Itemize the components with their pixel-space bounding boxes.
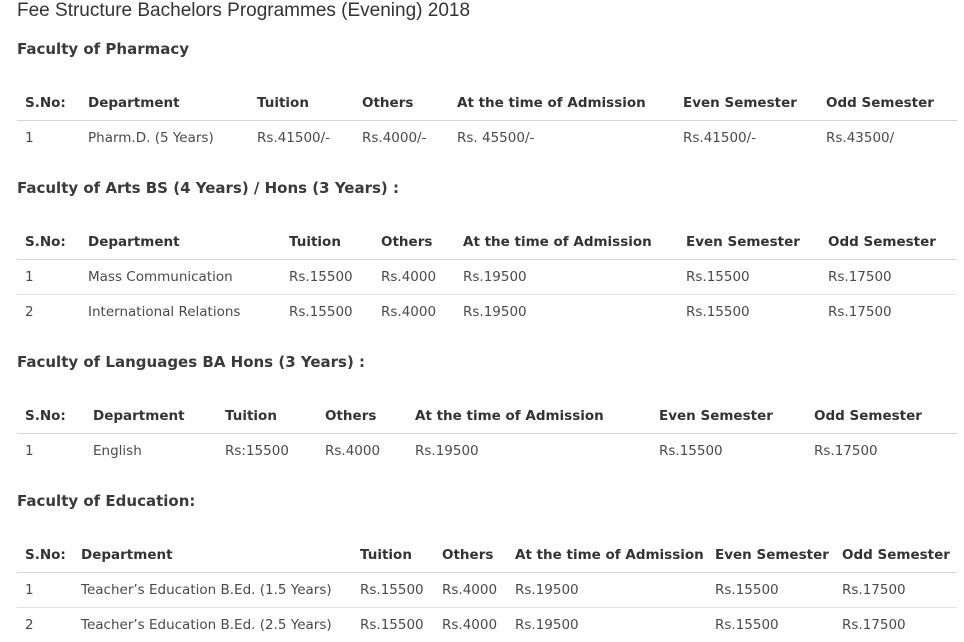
fee-structure-page (17, 0, 957, 24)
cell-tuition: Rs:15500 (217, 434, 317, 469)
table-header-row (17, 538, 957, 573)
cell-sno: 1 (17, 573, 73, 608)
cell-department: English (85, 434, 217, 469)
cell-sno: 1 (17, 260, 80, 295)
column-header-even-semester: Even Semester (707, 538, 834, 573)
column-header-sno: S.No: (17, 86, 80, 121)
column-header-tuition: Tuition (352, 538, 434, 573)
column-header-sno: S.No: (17, 399, 85, 434)
table-header-row (17, 225, 957, 260)
column-header-admission: At the time of Admission (449, 86, 675, 121)
languages-fee-table (17, 399, 957, 468)
cell-tuition: Rs.15500 (352, 608, 434, 642)
cell-odd-semester: Rs.17500 (820, 260, 957, 295)
column-header-tuition: Tuition (281, 225, 373, 260)
cell-department: Pharm.D. (5 Years) (80, 121, 249, 156)
cell-department: Mass Communication (80, 260, 281, 295)
education-fee-table (17, 538, 957, 642)
column-header-tuition: Tuition (249, 86, 354, 121)
cell-tuition: Rs.15500 (281, 295, 373, 330)
column-header-tuition: Tuition (217, 399, 317, 434)
arts-fee-table (17, 225, 957, 329)
pharmacy-fee-table (17, 86, 957, 155)
cell-admission: Rs.19500 (455, 260, 678, 295)
cell-others: Rs.4000 (317, 434, 407, 469)
table-row (17, 121, 957, 156)
column-header-even-semester: Even Semester (651, 399, 806, 434)
cell-even-semester: Rs.41500/- (675, 121, 818, 156)
table-row (17, 260, 957, 295)
cell-admission: Rs.19500 (407, 434, 651, 469)
cell-tuition: Rs.15500 (281, 260, 373, 295)
cell-sno: 2 (17, 295, 80, 330)
cell-sno: 1 (17, 121, 80, 156)
column-header-others: Others (317, 399, 407, 434)
table-row (17, 434, 957, 469)
cell-even-semester: Rs.15500 (678, 260, 820, 295)
column-header-even-semester: Even Semester (675, 86, 818, 121)
cell-odd-semester: Rs.17500 (834, 573, 957, 608)
cell-admission: Rs.19500 (507, 608, 707, 642)
cell-sno: 1 (17, 434, 85, 469)
cell-odd-semester: Rs.17500 (806, 434, 957, 469)
table-row (17, 608, 957, 642)
column-header-admission: At the time of Admission (507, 538, 707, 573)
column-header-sno: S.No: (17, 538, 73, 573)
column-header-department: Department (80, 86, 249, 121)
cell-others: Rs.4000 (434, 573, 507, 608)
page-title: Fee Structure Bachelors Programmes (Evening) 2018 (17, 0, 957, 24)
column-header-odd-semester: Odd Semester (834, 538, 957, 573)
table-row (17, 573, 957, 608)
cell-odd-semester: Rs.17500 (820, 295, 957, 330)
column-header-admission: At the time of Admission (407, 399, 651, 434)
column-header-others: Others (373, 225, 455, 260)
cell-sno: 2 (17, 608, 73, 642)
cell-others: Rs.4000 (373, 295, 455, 330)
faculty-languages-title: Faculty of Languages BA Hons (3 Years) : (17, 351, 365, 373)
table-header-row (17, 399, 957, 434)
column-header-department: Department (85, 399, 217, 434)
cell-tuition: Rs.15500 (352, 573, 434, 608)
faculty-education-title: Faculty of Education: (17, 490, 195, 512)
cell-department: Teacher’s Education B.Ed. (1.5 Years) (73, 573, 352, 608)
cell-admission: Rs.19500 (455, 295, 678, 330)
faculty-arts-title: Faculty of Arts BS (4 Years) / Hons (3 Years) : (17, 177, 399, 199)
faculty-pharmacy-title: Faculty of Pharmacy (17, 38, 189, 60)
column-header-others: Others (354, 86, 449, 121)
cell-others: Rs.4000 (373, 260, 455, 295)
cell-odd-semester: Rs.17500 (834, 608, 957, 642)
table-row (17, 295, 957, 330)
cell-admission: Rs.19500 (507, 573, 707, 608)
column-header-department: Department (80, 225, 281, 260)
column-header-sno: S.No: (17, 225, 80, 260)
table-header-row (17, 86, 957, 121)
cell-even-semester: Rs.15500 (707, 573, 834, 608)
column-header-department: Department (73, 538, 352, 573)
column-header-odd-semester: Odd Semester (806, 399, 957, 434)
column-header-admission: At the time of Admission (455, 225, 678, 260)
cell-even-semester: Rs.15500 (678, 295, 820, 330)
cell-others: Rs.4000 (434, 608, 507, 642)
cell-even-semester: Rs.15500 (707, 608, 834, 642)
column-header-odd-semester: Odd Semester (820, 225, 957, 260)
column-header-odd-semester: Odd Semester (818, 86, 957, 121)
cell-others: Rs.4000/- (354, 121, 449, 156)
column-header-even-semester: Even Semester (678, 225, 820, 260)
cell-department: Teacher’s Education B.Ed. (2.5 Years) (73, 608, 352, 642)
cell-odd-semester: Rs.43500/ (818, 121, 957, 156)
cell-admission: Rs. 45500/- (449, 121, 675, 156)
column-header-others: Others (434, 538, 507, 573)
cell-even-semester: Rs.15500 (651, 434, 806, 469)
cell-department: International Relations (80, 295, 281, 330)
cell-tuition: Rs.41500/- (249, 121, 354, 156)
